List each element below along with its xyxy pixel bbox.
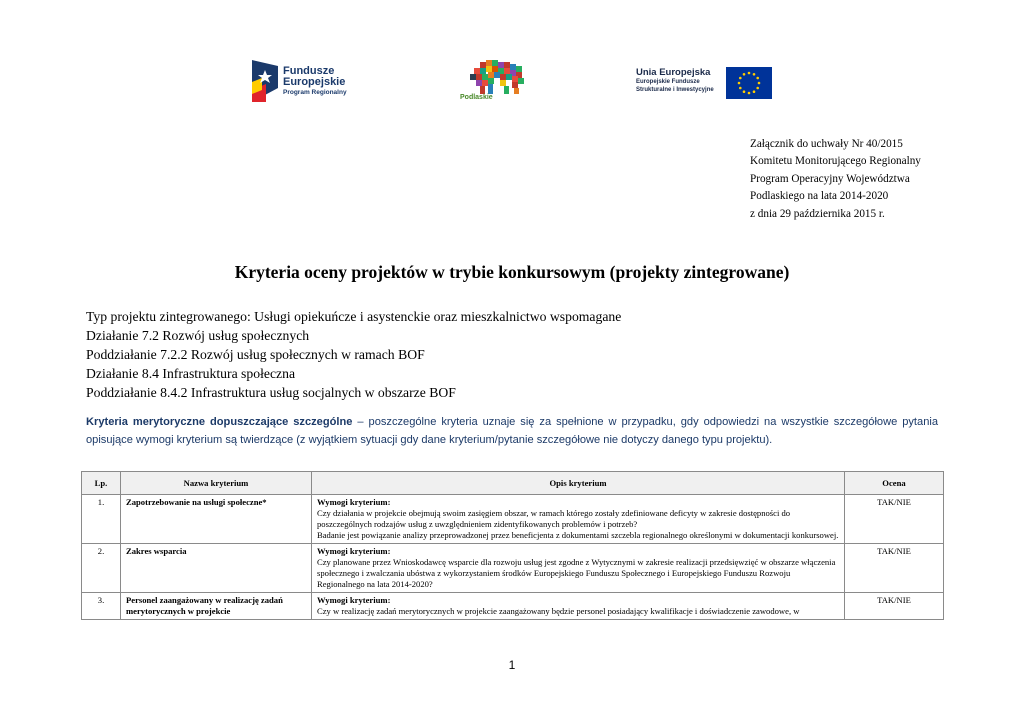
row-description-text-2: Badanie jest powiązanie analizy przeprowadzonej przez beneficjenta z dokumentami szczebla regionalnego określonymi w dokumentacji konkursowej. xyxy=(317,530,839,540)
header-name: Nazwa kryterium xyxy=(121,472,312,495)
row-name: Personel zaangażowany w realizację zadań merytorycznych w projekcie xyxy=(121,593,312,620)
annex-note xyxy=(750,136,921,223)
unia-europejska-logo xyxy=(636,64,776,104)
row-description xyxy=(312,495,845,544)
header-score: Ocena xyxy=(845,472,944,495)
annex-line5: z dnia 29 października 2015 r. xyxy=(750,207,885,220)
row-name: Zakres wsparcia xyxy=(121,544,312,593)
ue-line3: Strukturalne i Inwestycyjne xyxy=(636,87,714,93)
project-info xyxy=(86,307,621,402)
table-row xyxy=(82,593,944,620)
fundusze-line3: Program Regionalny xyxy=(283,89,347,96)
ue-line2: Europejskie Fundusze xyxy=(636,79,700,85)
logo-bar xyxy=(0,56,1024,116)
fundusze-line1: Fundusze xyxy=(283,65,335,77)
header-description: Opis kryterium xyxy=(312,472,845,495)
row-requirements-label: Wymogi kryterium: xyxy=(317,497,391,507)
row-lp: 3. xyxy=(82,593,121,620)
table-row xyxy=(82,495,944,544)
row-description xyxy=(312,593,845,620)
criteria-intro-bold: Kryteria merytoryczne dopuszczające szczególne xyxy=(86,416,353,428)
row-requirements-label: Wymogi kryterium: xyxy=(317,546,391,556)
fundusze-line2: Europejskie xyxy=(283,76,346,88)
criteria-intro-text: – poszczególne kryteria uznaje się za spełnione w przypadku, gdy odpowiedzi na wszystkie szczegółowe pytania opisujące wymogi kryterium są twierdzące (z wyjątkiem sytuacji gdy dane kryterium/pytanie szczegółowe nie dotyczy danego typu projektu). xyxy=(86,416,938,446)
document-title: Kryteria oceny projektów w trybie konkursowym (projekty zintegrowane) xyxy=(234,262,790,282)
podlaskie-logo xyxy=(456,56,532,116)
page-number: 1 xyxy=(508,658,516,672)
criteria-intro xyxy=(86,414,938,449)
info-line2: Działanie 7.2 Rozwój usług społecznych xyxy=(86,328,310,344)
table-header-row xyxy=(82,472,944,495)
info-line5: Poddziałanie 8.4.2 Infrastruktura usług socjalnych w obszarze BOF xyxy=(86,385,456,401)
fundusze-flag-icon xyxy=(252,60,278,102)
annex-line2: Komitetu Monitorującego Regionalny xyxy=(750,155,921,168)
row-description-text: Czy w realizację zadań merytorycznych w projekcie zaangażowany będzie personel posiadający kwalifikacje i doświadczenie zawodowe, w xyxy=(317,606,800,616)
eu-flag-icon xyxy=(726,67,772,99)
row-name: Zapotrzebowanie na usługi społeczne* xyxy=(121,495,312,544)
row-requirements-label: Wymogi kryterium: xyxy=(317,595,391,605)
info-line1: Typ projektu zintegrowanego: Usługi opiekuńcze i asystenckie oraz mieszkalnictwo wspomagane xyxy=(86,309,622,324)
criteria-table xyxy=(81,471,944,620)
annex-line1: Załącznik do uchwały Nr 40/2015 xyxy=(750,138,903,150)
row-lp: 1. xyxy=(82,495,121,544)
ue-line1: Unia Europejska xyxy=(636,67,711,78)
row-description xyxy=(312,544,845,593)
row-description-text: Czy działania w projekcie obejmują swoim zasięgiem obszar, w ramach którego zostały zdefiniowane deficyty w zakresie dostępności do poszczególnych rodzajów usług z uwzględnieniem zidentyfikowanych problemów i potrzeb? xyxy=(317,508,791,529)
row-description-text: Czy planowane przez Wnioskodawcę wsparcie dla rozwoju usług jest zgodne z Wytycznymi w zakresie realizacji przedsięwzięć w obszarze włączenia społecznego i zwalczania ubóstwa z wykorzystaniem środków Europejskiego Funduszu Społecznego i Europejskiego Funduszu Rozwoju Regionalnego na lata 2014-2020? xyxy=(317,557,836,589)
row-score: TAK/NIE xyxy=(845,544,944,593)
annex-line3: Program Operacyjny Województwa xyxy=(750,172,910,185)
fundusze-europejskie-logo xyxy=(252,58,372,106)
header-lp: Lp. xyxy=(82,472,121,495)
info-line3: Poddziałanie 7.2.2 Rozwój usług społecznych w ramach BOF xyxy=(86,347,425,363)
row-score: TAK/NIE xyxy=(845,593,944,620)
annex-line4: Podlaskiego na lata 2014-2020 xyxy=(750,190,889,203)
info-line4: Działanie 8.4 Infrastruktura społeczna xyxy=(86,366,296,382)
podlaskie-label: Podlaskie xyxy=(460,94,493,101)
row-score: TAK/NIE xyxy=(845,495,944,544)
row-lp: 2. xyxy=(82,544,121,593)
table-row xyxy=(82,544,944,593)
